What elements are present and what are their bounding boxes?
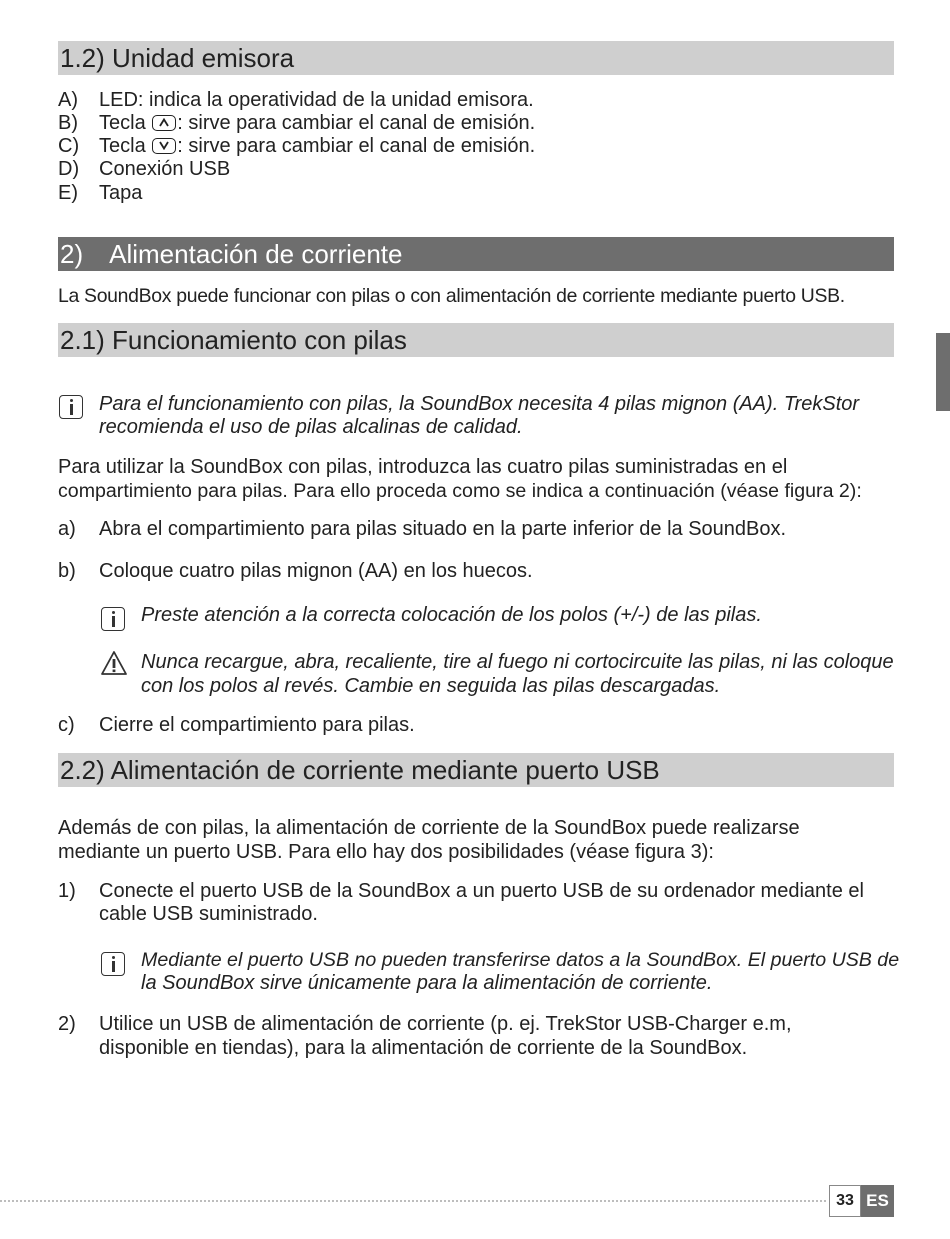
step-text: Coloque cuatro pilas mignon (AA) en los huecos. [99,560,533,582]
list-item-text: Tapa [99,182,143,204]
list-item-text: Conexión USB [99,158,231,180]
step-text: disponible en tiendas), para la alimentación de corriente de la SoundBox. [99,1037,748,1059]
section-title-usb: 2.2) Alimentación de corriente mediante puerto USB [58,753,894,787]
chevron-up-icon [152,115,176,131]
paragraph-line: mediante un puerto USB. Para ello hay dos posibilidades (véase figura 3): [58,841,714,863]
paragraph-line: Además de con pilas, la alimentación de corriente de la SoundBox puede realizarse [58,817,800,839]
warning-text: con los polos al revés. Cambie en seguida las pilas descargadas. [141,675,721,697]
warning-icon [100,650,128,676]
list-item-text: : sirve para cambiar el canal de emisión. [177,135,536,157]
warning-text: Nunca recargue, abra, recaliente, tire al fuego ni cortocircuite las pilas, ni las coloque [141,651,894,673]
step-text: Utilice un USB de alimentación de corriente (p. ej. TrekStor USB-Charger e.m, [99,1013,792,1035]
list-item [99,135,535,158]
chevron-down-icon [152,138,176,154]
info-icon [101,952,125,976]
list-item-text: Tecla [99,135,146,157]
step-text: Conecte el puerto USB de la SoundBox a un puerto USB de su ordenador mediante el [99,880,864,902]
language-badge: ES [861,1185,894,1217]
list-label: C) [58,135,80,157]
note-text: la SoundBox sirve únicamente para la alimentación de corriente. [141,972,713,994]
note-text: Para el funcionamiento con pilas, la SoundBox necesita 4 pilas mignon (AA). TrekStor [99,393,860,415]
step-text: cable USB suministrado. [99,903,318,925]
list-label: B) [58,112,78,134]
list-label: E) [58,182,78,204]
step-text: Abra el compartimiento para pilas situado en la parte inferior de la SoundBox. [99,518,787,540]
info-icon [59,395,83,419]
step-label: 1) [58,880,76,902]
note-text: recomienda el uso de pilas alcalinas de calidad. [99,416,523,438]
step-label: a) [58,518,76,540]
list-label: A) [58,89,78,111]
info-icon [101,607,125,631]
step-label: 2) [58,1013,76,1035]
list-item-text: : sirve para cambiar el canal de emisión. [177,112,536,134]
note-text: Preste atención a la correcta colocación de los polos (+/-) de las pilas. [141,604,762,626]
list-label: D) [58,158,80,180]
footer-divider [0,1200,826,1202]
side-thumb-tab [936,333,950,411]
step-label: c) [58,714,75,736]
section-intro: La SoundBox puede funcionar con pilas o con alimentación de corriente mediante puerto USB. [58,285,845,307]
section-title-unidad-emisora: 1.2) Unidad emisora [58,41,894,75]
list-item-text: LED: indica la operatividad de la unidad emisora. [99,89,534,111]
note-text: Mediante el puerto USB no pueden transferirse datos a la SoundBox. El puerto USB de [141,949,900,971]
paragraph-line: compartimiento para pilas. Para ello proceda como se indica a continuación (véase figura 2): [58,480,862,502]
list-item-text: Tecla [99,112,146,134]
step-text: Cierre el compartimiento para pilas. [99,714,415,736]
section-title-pilas: 2.1) Funcionamiento con pilas [58,323,894,357]
list-item [99,112,535,135]
step-label: b) [58,560,76,582]
paragraph-line: Para utilizar la SoundBox con pilas, introduzca las cuatro pilas suministradas en el [58,456,788,478]
page-number: 33 [829,1185,861,1217]
section-title-alimentacion: 2) Alimentación de corriente [58,237,894,271]
